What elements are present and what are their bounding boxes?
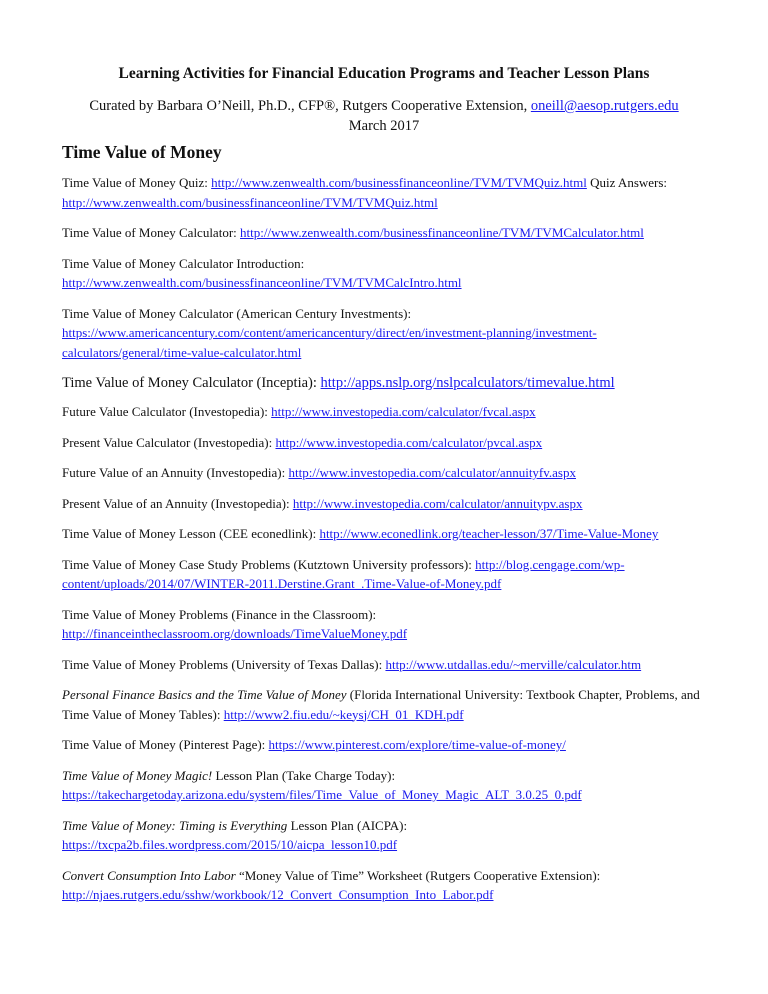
resource-list (62, 173, 722, 916)
entry-title-italic: Time Value of Money: Timing is Everything (62, 817, 288, 833)
list-item (62, 816, 722, 855)
entry-label: Present Value of an Annuity (Investopedia): (62, 495, 293, 511)
entry-link[interactable]: http://www.zenwealth.com/businessfinanceonline/TVM/TVMQuiz.html (62, 194, 438, 210)
entry-link[interactable]: http://financeintheclassroom.org/downloads/TimeValueMoney.pdf (62, 626, 408, 641)
document-date: March 2017 (348, 118, 420, 134)
entry-label: Time Value of Money Calculator: (62, 225, 241, 240)
entry-link[interactable]: http://www.zenwealth.com/businessfinanceonline/TVM/TVMQuiz.html (211, 175, 587, 190)
list-item (62, 223, 722, 243)
entry-link[interactable]: https://takechargetoday.arizona.edu/system/files/Time_Value_of_Money_Magic_ALT_3.0.25_0.pdf (62, 787, 582, 802)
list-item (62, 655, 722, 675)
entry-label: Time Value of Money Calculator (American Century Investments): (62, 305, 412, 321)
entry-label: Time Value of Money Calculator (Inceptia): (62, 375, 321, 391)
entry-label: “Money Value of Time” Worksheet (Rutgers Cooperative Extension): (235, 867, 601, 883)
entry-link[interactable]: http://www.econedlink.org/teacher-lesson/37/Time-Value-Money (319, 526, 659, 541)
entry-label: Future Value Calculator (Investopedia): (62, 404, 272, 419)
entry-label: Present Value Calculator (Investopedia): (62, 434, 276, 450)
list-item (62, 685, 722, 724)
entry-label: Lesson Plan (AICPA): (287, 817, 408, 833)
list-item (62, 463, 722, 483)
entry-label: Lesson Plan (Take Charge Today): (212, 767, 396, 783)
entry-link[interactable]: https://www.pinterest.com/explore/time-value-of-money/ (268, 737, 566, 752)
entry-link[interactable]: http://apps.nslp.org/nslpcalculators/timevalue.html (320, 375, 615, 391)
entry-link[interactable]: http://blog.cengage.com/wp-content/uploads/2014/07/WINTER-2011.Derstine.Grant_.Time-Value-of-Money.pdf (62, 556, 625, 591)
curator-text: Curated by Barbara O’Neill, Ph.D., CFP®, Rutgers Cooperative Extension, (89, 98, 531, 114)
entry-label: (Florida International University: Textbook Chapter, Problems, and Time Value of Money Tables): (62, 687, 700, 722)
entry-label: Time Value of Money Lesson (CEE econedlink): (62, 526, 320, 541)
entry-link[interactable]: http://www.investopedia.com/calculator/annuityfv.aspx (288, 465, 576, 480)
list-item (62, 304, 722, 363)
list-item (62, 735, 722, 755)
list-item (62, 494, 722, 514)
section-heading: Time Value of Money (62, 142, 222, 162)
entry-link[interactable]: http://www.utdallas.edu/~merville/calculator.htm (385, 656, 642, 672)
entry-link[interactable]: http://www.zenwealth.com/businessfinanceonline/TVM/TVMCalcIntro.html (62, 275, 462, 290)
entry-link[interactable]: http://www.investopedia.com/calculator/fvcal.aspx (271, 404, 536, 419)
curator-email-link[interactable]: oneill@aesop.rutgers.edu (530, 98, 679, 114)
entry-label: Time Value of Money Calculator Introduction: (62, 255, 305, 271)
curator-line (0, 97, 768, 115)
entry-title-italic: Convert Consumption Into Labor (62, 867, 236, 883)
entry-title-italic: Time Value of Money Magic! (62, 767, 213, 783)
entry-label: Time Value of Money Problems (University of Texas Dallas): (62, 656, 386, 672)
list-item (62, 173, 722, 212)
list-item (62, 605, 722, 644)
entry-link[interactable]: http://www2.fiu.edu/~keysj/CH_01_KDH.pdf (223, 706, 464, 722)
list-item (62, 555, 722, 594)
entry-label: Time Value of Money (Pinterest Page): (62, 737, 269, 752)
list-item (62, 433, 722, 453)
list-item (62, 866, 722, 905)
list-item (62, 373, 722, 393)
entry-link[interactable]: http://www.investopedia.com/calculator/annuitypv.aspx (292, 495, 583, 511)
entry-link[interactable]: http://www.zenwealth.com/businessfinanceonline/TVM/TVMCalculator.html (240, 225, 644, 240)
entry-link[interactable]: http://njaes.rutgers.edu/sshw/workbook/12_Convert_Consumption_Into_Labor.pdf (62, 887, 494, 902)
entry-link[interactable]: https://txcpa2b.files.wordpress.com/2015/10/aicpa_lesson10.pdf (62, 837, 398, 852)
entry-label: Time Value of Money Case Study Problems (Kutztown University professors): (62, 556, 476, 572)
list-item (62, 524, 722, 544)
list-item (62, 402, 722, 422)
entry-link[interactable]: http://www.investopedia.com/calculator/pvcal.aspx (275, 434, 543, 450)
list-item (62, 766, 722, 805)
entry-title-italic: Personal Finance Basics and the Time Value of Money (62, 687, 347, 702)
entry-label: Time Value of Money Quiz: (62, 175, 212, 190)
entry-label: Future Value of an Annuity (Investopedia): (62, 465, 289, 480)
list-item (62, 254, 722, 293)
entry-label: Quiz Answers: (586, 175, 668, 190)
entry-link[interactable]: https://www.americancentury.com/content/americancentury/direct/en/investment-planning/investment-calculators/general/time-value-calculator.html (62, 325, 597, 360)
entry-label: Time Value of Money Problems (Finance in the Classroom): (62, 606, 377, 622)
document-title: Learning Activities for Financial Education Programs and Teacher Lesson Plans (118, 65, 650, 82)
